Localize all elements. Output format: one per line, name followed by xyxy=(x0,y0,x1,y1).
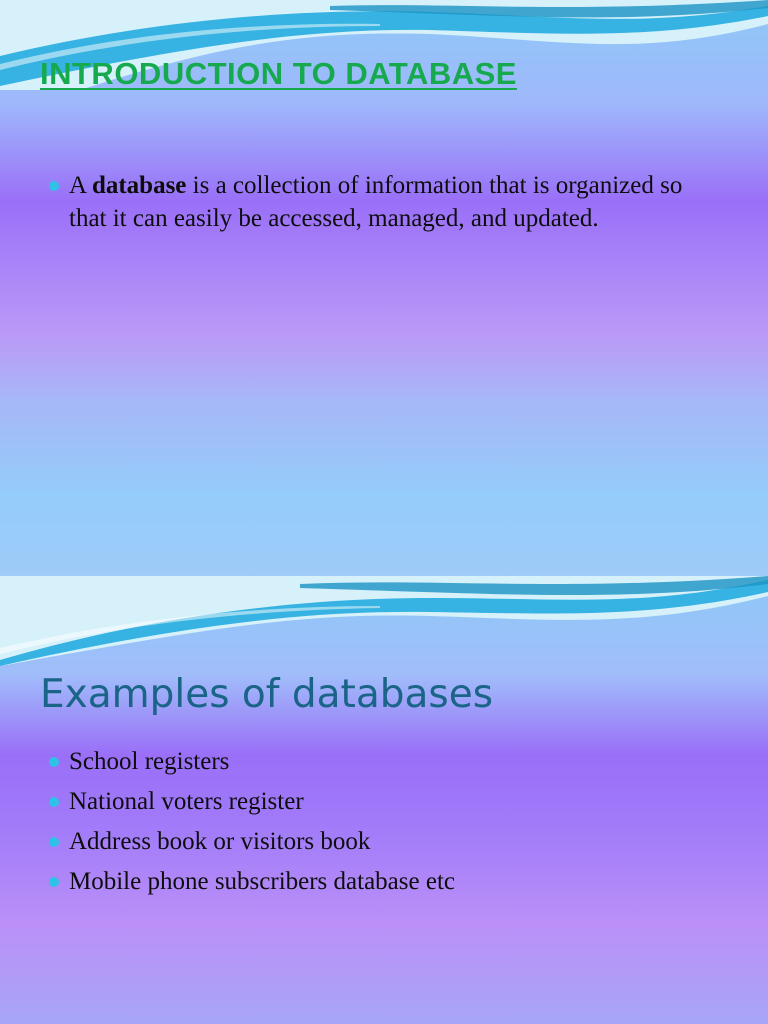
list-item-text: Address book or visitors book xyxy=(69,828,371,855)
bullet-icon xyxy=(49,757,59,767)
wave-decoration xyxy=(0,576,768,666)
list-item-text: School registers xyxy=(69,748,230,775)
slide-title: Examples of databases xyxy=(40,672,494,717)
list-item xyxy=(0,742,720,782)
slide-title: INTRODUCTION TO DATABASE xyxy=(40,56,517,91)
bullet-list xyxy=(0,742,720,902)
bullet-list xyxy=(0,169,720,235)
bullet-icon xyxy=(49,877,59,887)
list-item xyxy=(0,822,720,862)
definition-prefix: A xyxy=(69,172,92,199)
list-item-text: Mobile phone subscribers database etc xyxy=(69,868,455,895)
bullet-icon xyxy=(49,837,59,847)
list-item xyxy=(0,782,720,822)
bullet-icon xyxy=(49,181,59,191)
definition-text: is a collection of information that is organized so that it can easily be accessed, managed, and updated. xyxy=(69,172,683,232)
list-item xyxy=(0,169,720,235)
list-item xyxy=(0,862,720,902)
definition-term: database xyxy=(91,172,187,199)
list-item-text: National voters register xyxy=(69,788,304,815)
bullet-icon xyxy=(49,797,59,807)
